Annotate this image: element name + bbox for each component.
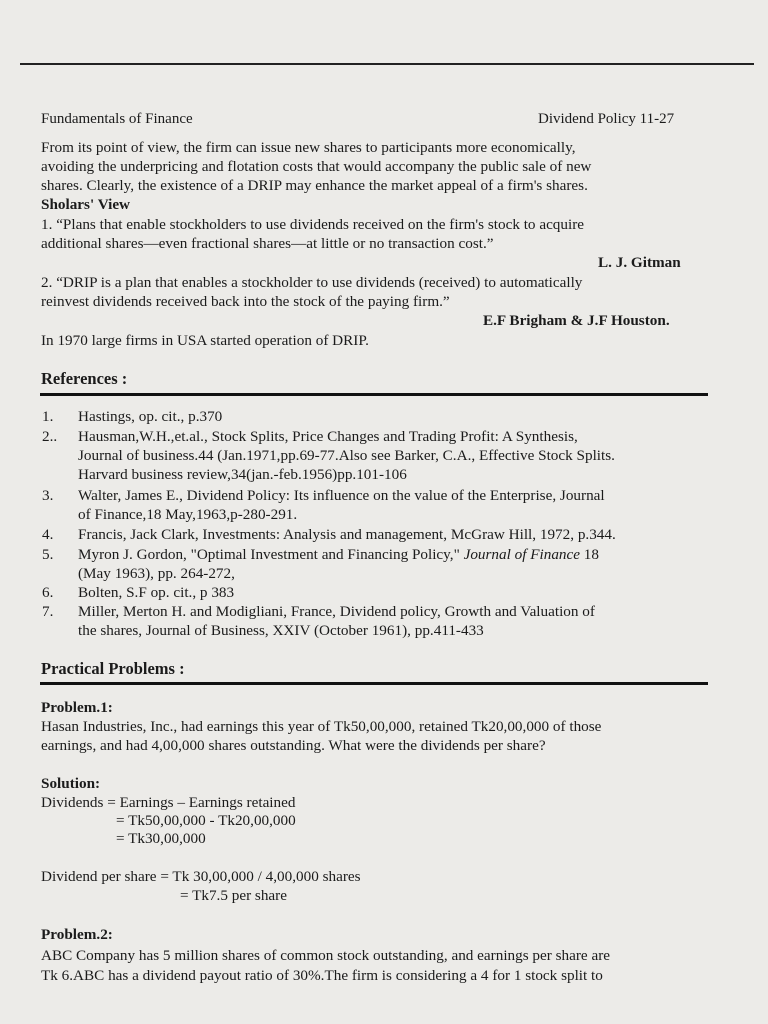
top-rule (20, 63, 754, 65)
problem-2-line-1: ABC Company has 5 million shares of common stock outstanding, and earnings per share are (41, 947, 610, 964)
dps-line-2: = Tk7.5 per share (180, 887, 287, 904)
dps-line-1: Dividend per share = Tk 30,00,000 / 4,00,000 shares (41, 868, 361, 885)
problem-2-line-2: Tk 6.ABC has a dividend payout ratio of 30%.The firm is considering a 4 for 1 stock split to (41, 967, 603, 984)
reference-text: Hausman,W.H.,et.al., Stock Splits, Price Changes and Trading Profit: A Synthesis, (78, 428, 578, 445)
reference-text: Francis, Jack Clark, Investments: Analysis and management, McGraw Hill, 1972, p.344. (78, 526, 616, 543)
scholar-quote-1-line-2: additional shares—even fractional shares—at little or no transaction cost.” (41, 235, 494, 252)
reference-journal: Journal of Finance (463, 546, 580, 563)
reference-text: Bolten, S.F op. cit., p 383 (78, 584, 235, 601)
solution-line-2: = Tk50,00,000 - Tk20,00,000 (116, 812, 296, 829)
scholar-quote-1-author: L. J. Gitman (598, 254, 681, 271)
references-heading: References : (41, 369, 128, 388)
reference-number: 3. (42, 487, 54, 504)
reference-number: 5. (42, 546, 54, 563)
reference-text: Myron J. Gordon, "Optimal Investment and Financing Policy," (78, 546, 460, 563)
reference-text: of Finance,18 May,1963,p-280-291. (78, 506, 298, 523)
reference-number: 1. (42, 408, 54, 425)
reference-journal-volume: 18 (580, 546, 599, 563)
reference-text: Walter, James E., Dividend Policy: Its influence on the value of the Enterprise, Journal (78, 487, 605, 504)
reference-text: Hastings, op. cit., p.370 (78, 408, 223, 425)
solution-line-1: Dividends = Earnings – Earnings retained (41, 794, 296, 811)
solution-line-3: = Tk30,00,000 (116, 830, 206, 847)
reference-number: 2.. (42, 428, 58, 445)
scholar-quote-1-line-1: 1. “Plans that enable stockholders to use dividends received on the firm's stock to acquire (41, 216, 585, 233)
reference-text-line (78, 546, 599, 564)
reference-number: 7. (42, 603, 54, 620)
reference-number: 4. (42, 526, 54, 543)
problem-2-title: Problem.2: (41, 926, 113, 943)
reference-text: Harvard business review,34(jan.-feb.1956)pp.101-106 (78, 466, 407, 483)
scholar-quote-2-author: E.F Brigham & J.F Houston. (483, 312, 670, 329)
problem-1-line-1: Hasan Industries, Inc., had earnings this year of Tk50,00,000, retained Tk20,00,000 of those (41, 718, 602, 735)
practical-problems-rule (40, 682, 708, 685)
intro-line-2: avoiding the underpricing and flotation costs that would accompany the public sale of new (41, 158, 592, 175)
reference-text: the shares, Journal of Business, XXIV (October 1961), pp.411-433 (78, 622, 484, 639)
drip-closing-line: In 1970 large firms in USA started operation of DRIP. (41, 332, 369, 349)
reference-text: Miller, Merton H. and Modigliani, France, Dividend policy, Growth and Valuation of (78, 603, 595, 620)
reference-number: 6. (42, 584, 54, 601)
header-page-label: Dividend Policy 11-27 (538, 111, 675, 127)
problem-1-title: Problem.1: (41, 699, 113, 716)
reference-text: (May 1963), pp. 264-272, (78, 565, 235, 582)
references-rule (40, 393, 708, 396)
scholar-quote-2-line-2: reinvest dividends received back into the stock of the paying firm.” (41, 293, 450, 310)
practical-problems-heading: Practical Problems : (41, 659, 185, 678)
header-book-title: Fundamentals of Finance (41, 111, 193, 127)
problem-1-line-2: earnings, and had 4,00,000 shares outstanding. What were the dividends per share? (41, 737, 546, 754)
solution-title: Solution: (41, 775, 101, 792)
intro-line-1: From its point of view, the firm can issue new shares to participants more economically, (41, 139, 576, 156)
intro-line-3: shares. Clearly, the existence of a DRIP may enhance the market appeal of a firm's shares. (41, 177, 588, 194)
scholar-quote-2-line-1: 2. “DRIP is a plan that enables a stockholder to use dividends (received) to automatically (41, 274, 583, 291)
reference-text: Journal of business.44 (Jan.1971,pp.69-77.Also see Barker, C.A., Effective Stock Splits. (78, 447, 615, 464)
scholars-heading: Sholars' View (41, 196, 131, 213)
